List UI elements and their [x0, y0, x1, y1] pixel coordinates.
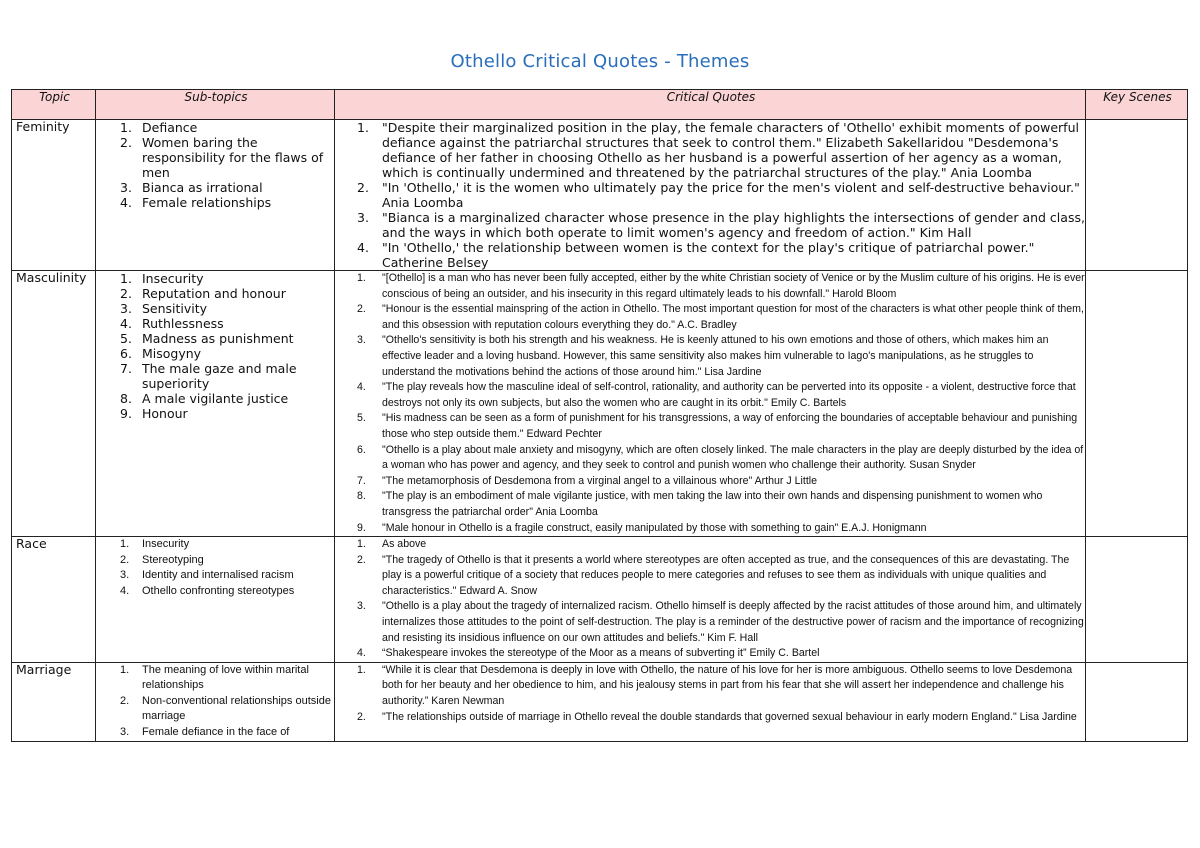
list-item: 6. "Othello is a play about male anxiety and misogyny, which are often closely linked. The male characters in the play are deeply disturbed by the idea of a woman who has power and agency, and they seek to control and punish women who challenge their authority. Susan Snyder [357, 443, 1084, 472]
list-item: 6. Misogyny [120, 346, 202, 361]
list-item: 4. Female relationships [120, 195, 272, 210]
list-item: 3. "Bianca is a marginalized character whose presence in the play highlights the intersections of gender and class, and the ways in which both operate to limit women's agency and freedom of action." Kim Hall [357, 210, 1085, 240]
list-item: 2. Women baring the responsibility for the flaws of men [120, 135, 324, 180]
list-item: 2. Reputation and honour [120, 286, 286, 301]
list-item: 3. Female defiance in the face of [120, 725, 290, 738]
subtopic-list [98, 537, 334, 599]
list-item: 7. The male gaze and male superiority [120, 361, 297, 391]
quote-list [337, 663, 1085, 725]
quote-list [337, 120, 1085, 270]
list-item: 7. "The metamorphosis of Desdemona from a virginal angel to a villainous whore" Arthur J Little [357, 474, 818, 487]
quote-list [337, 271, 1085, 536]
list-item: 1. The meaning of love within marital relationships [120, 663, 309, 692]
quotes-cell [335, 120, 1086, 271]
list-item: 2. "The tragedy of Othello is that it presents a world where stereotypes are often accepted as true, and the consequences of this are devastating. The play is a powerful critique of a society that reduces people to mere categories and refuses to see them as individuals with unique qualities and characteristics." Edward A. Snow [357, 553, 1070, 597]
list-item: 2. Stereotyping [120, 553, 204, 566]
quotes-cell [335, 662, 1086, 741]
list-item: 8. A male vigilante justice [120, 391, 289, 406]
list-item: 9. Honour [120, 406, 188, 421]
list-item: 1. Insecurity [120, 271, 204, 286]
list-item: 3. Identity and internalised racism [120, 569, 294, 582]
list-item: 1. Insecurity [120, 538, 190, 551]
header-critical-quotes: Critical Quotes [335, 90, 1086, 120]
subtopics-cell [96, 271, 335, 537]
quote-list [337, 537, 1085, 662]
list-item: 1. Defiance [120, 120, 198, 135]
subtopics-cell [96, 537, 335, 663]
header-key-scenes: Key Scenes [1086, 90, 1188, 120]
list-item: 4. Ruthlessness [120, 316, 224, 331]
list-item: 3. "Othello's sensitivity is both his strength and his weakness. He is keenly attuned to his own emotions and those of others, which makes him an effective leader and a loving husband. However, this same sensitivity also makes him vulnerable to Iago's manipulations, as he struggles to understand the motivations behind the actions of those around him." Lisa Jardine [357, 334, 1049, 378]
list-item: 2. "In 'Othello,' it is the women who ultimately pay the price for the men's violent and self-destructive behaviour." Ania Loomba [357, 180, 1080, 210]
subtopic-list [98, 120, 334, 210]
header-row [12, 90, 1188, 120]
list-item: 1. As above [357, 538, 427, 551]
list-item: 4. "In 'Othello,' the relationship between women is the context for the play's critique of patriarchal power." Catherine Belsey [357, 240, 1035, 270]
key-scenes-cell [1086, 537, 1188, 663]
topic-cell: Marriage [12, 662, 96, 741]
topic-cell: Masculinity [12, 271, 96, 537]
key-scenes-cell [1086, 662, 1188, 741]
header-topic: Topic [12, 90, 96, 120]
list-item: 1. "Despite their marginalized position in the play, the female characters of 'Othello' exhibit moments of powerful defiance against the patriarchal structures that seek to control them." Elizabeth Sakellaridou "Desdemona's defiance of her father in choosing Othello as her husband is a powerful assertion of her agency as a woman, which is continually undermined and threatened by the patriarchal structures of the play." Ania Loomba [357, 120, 1079, 180]
list-item: 4. "The play reveals how the masculine ideal of self-control, rationality, and authority can be perverted into its opposite - a violent, destructive force that destroys not only its own subjects, but also the women who are caught in its orbit." Emily C. Bartels [357, 381, 1076, 409]
list-item: 3. "Othello is a play about the tragedy of internalized racism. Othello himself is deeply affected by the racist attitudes of those around him, and ultimately internalizes those attitudes to the point of self-destruction. The play is a reminder of the destructive power of racism and the importance of recognizing and resisting its insidious influence on our own attitudes and beliefs." Kim F. Hall [357, 600, 1084, 644]
subtopics-cell [96, 662, 335, 741]
list-item: 4. “Shakespeare invokes the stereotype of the Moor as a means of subverting it” Emily C. Bartel [357, 647, 820, 660]
quotes-cell [335, 537, 1086, 663]
key-scenes-cell [1086, 271, 1188, 537]
list-item: 5. Madness as punishment [120, 331, 294, 346]
quotes-clip [337, 663, 1085, 741]
table-row-masculinity [12, 271, 1188, 537]
list-item: 5. "His madness can be seen as a form of punishment for his transgressions, a way of enforcing the boundaries of acceptable behaviour and punishing those who step outside them." Edward Pechter [357, 412, 1078, 440]
subtopics-clip [98, 663, 334, 741]
list-item: 3. Sensitivity [120, 301, 208, 316]
list-item: 9. "Male honour in Othello is a fragile construct, easily manipulated by those with something to gain" E.A.J. Honigmann [357, 521, 927, 534]
document-title: Othello Critical Quotes - Themes [450, 51, 750, 72]
topic-cell: Feminity [12, 120, 96, 271]
quotes-table [11, 89, 1188, 742]
header-subtopics: Sub-topics [96, 90, 335, 120]
list-item: 1. “While it is clear that Desdemona is deeply in love with Othello, the nature of his love for her is more ambiguous. Othello seems to love Desdemona both for her beauty and her obedience to him, and his jealousy stems in part from his fear that she will assert her independence and challenge his authority.” Karen Newman [357, 663, 1073, 708]
subtopic-list [98, 663, 334, 741]
list-item: 1. "[Othello] is a man who has never been fully accepted, either by the white Christian society of Venice or by the Muslim culture of his origins. He is ever conscious of being an outsider, and his insecurity in this regard ultimately leads to his downfall." Harold Bloom [357, 272, 1085, 300]
quotes-cell [335, 271, 1086, 537]
table-row-marriage [12, 662, 1188, 741]
list-item: 4. Othello confronting stereotypes [120, 584, 295, 597]
subtopics-cell [96, 120, 335, 271]
subtopic-list [98, 271, 334, 421]
list-item: 2. "The relationships outside of marriage in Othello reveal the double standards that governed sexual behaviour in early modern England." Lisa Jardine [357, 710, 1077, 723]
list-item: 2. "Honour is the essential mainspring of the action in Othello. The most important question for most of the characters is what other people think of them, and this obsession with reputation colours everything they do." A.C. Bradley [357, 303, 1084, 331]
list-item: 8. "The play is an embodiment of male vigilante justice, with men taking the law into their own hands and dispensing punishment to women who transgress the patriarchal order" Ania Loomba [357, 490, 1043, 518]
key-scenes-cell [1086, 120, 1188, 271]
list-item: 2. Non-conventional relationships outside marriage [120, 694, 331, 723]
table-row-feminity [12, 120, 1188, 271]
table-row-race [12, 537, 1188, 663]
topic-cell: Race [12, 537, 96, 663]
list-item: 3. Bianca as irrational [120, 180, 263, 195]
